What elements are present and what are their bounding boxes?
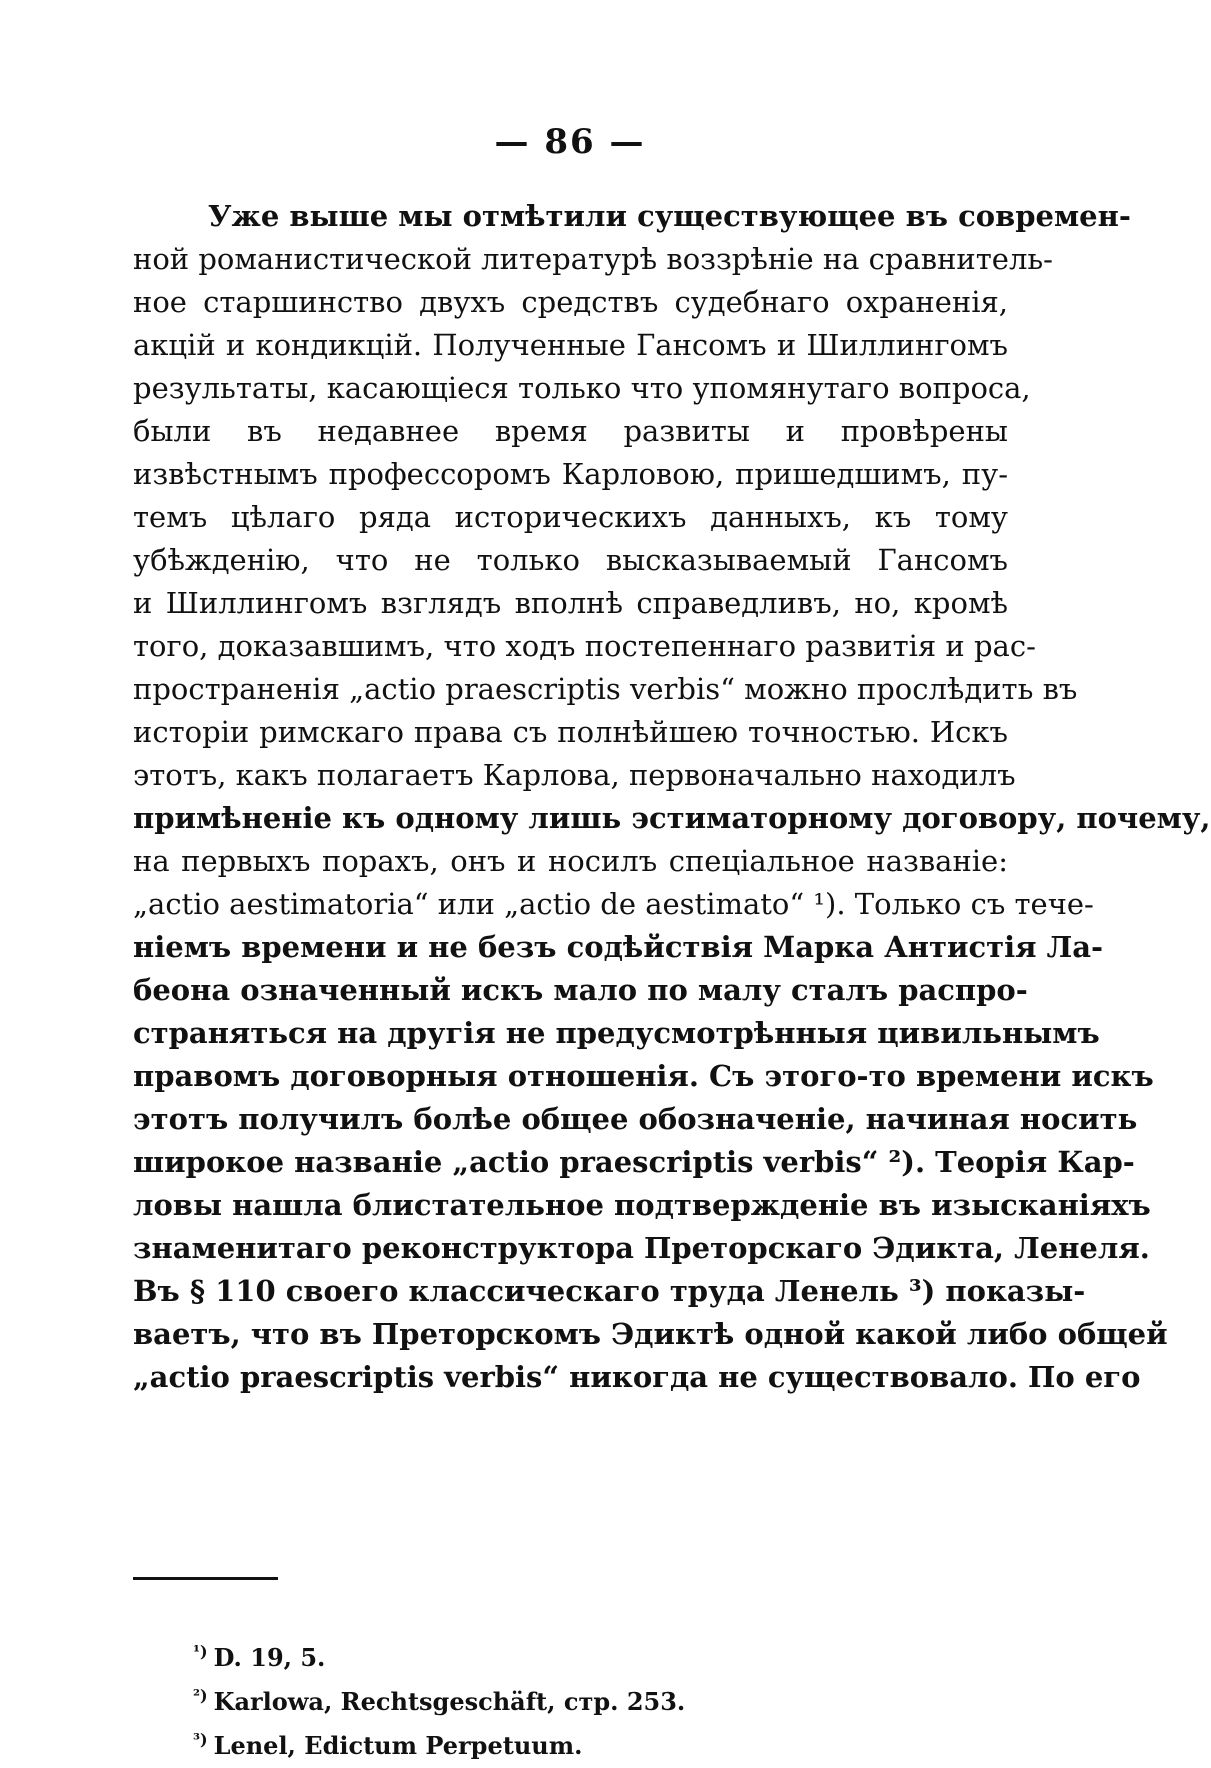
text-line: ніемъ времени и не безъ содѣйствія Марка Антистія Ла- [133,930,1104,964]
text-line: широкое названіе „actio praescriptis verbis“ ²). Теорія Кар- [133,1145,1135,1179]
text-line: и Шиллингомъ взглядъ вполнѣ справедливъ, но, кромѣ [133,586,1008,620]
text-line: ной романистической литературѣ воззрѣніе на сравнитель- [133,242,1053,276]
text-line: страняться на другія не предусмотрѣнныя цивильнымъ [133,1016,1100,1050]
text-line: результаты, касающіеся только что упомянутаго вопроса, [133,371,1031,405]
text-line: Уже выше мы отмѣтили существующее въ современ- [208,199,1131,233]
text-line: знаменитаго реконструктора Преторскаго Эдикта, Ленеля. [133,1231,1150,1265]
text-line: этотъ, какъ полагаетъ Карлова, первоначально находилъ [133,758,1016,792]
text-line: ловы нашла блистательное подтвержденіе въ изысканіяхъ [133,1188,1151,1222]
text-line: убѣжденію, что не только высказываемый Гансомъ [133,543,1008,577]
text-line: акцій и кондикцій. Полученные Гансомъ и Шиллингомъ [133,328,1008,362]
footnote-mark: ²) [193,1686,208,1705]
body-text [133,195,1211,1399]
text-line: темъ цѣлаго ряда историческихъ данныхъ, къ тому [133,500,1008,534]
footnote-3 [193,1718,993,1762]
footnote-mark: ³) [193,1730,208,1749]
text-line: „actio aestimatoria“ или „actio de aestimato“ ¹). Только съ тече- [133,887,1094,921]
page-number: — 86 — [494,122,646,162]
footnote-2 [193,1674,993,1718]
text-line: ное старшинство двухъ средствъ судебнаго охраненія, [133,285,1008,319]
text-line: извѣстнымъ профессоромъ Карловою, пришедшимъ, пу- [133,457,1008,491]
text-line: примѣненіе къ одному лишь эстиматорному договору, почему, [133,801,1211,835]
footnote-1 [193,1630,993,1674]
text-line: были въ недавнее время развиты и провѣрены [133,414,1008,448]
footnote-mark: ¹) [193,1642,208,1661]
text-line: „actio praescriptis verbis“ никогда не существовало. По его [133,1360,1141,1394]
footnotes [193,1630,993,1762]
footnote-text: Lenel, Edictum Perpetuum. [213,1731,583,1760]
footnote-separator [133,1577,278,1580]
text-line: Въ § 110 своего классическаго труда Ленель ³) показы- [133,1274,1086,1308]
text-line: этотъ получилъ болѣе общее обозначеніе, начиная носить [133,1102,1138,1136]
footnote-text: D. 19, 5. [213,1643,326,1672]
text-line: ваетъ, что въ Преторскомъ Эдиктѣ одной какой либо общей [133,1317,1168,1351]
text-line: исторіи римскаго права съ полнѣйшею точностью. Искъ [133,715,1008,749]
text-line: того, доказавшимъ, что ходъ постепеннаго развитія и рас- [133,629,1036,663]
text-line: на первыхъ порахъ, онъ и носилъ спеціальное названіе: [133,844,1008,878]
text-line: беона означенный искъ мало по малу сталъ распро- [133,973,1028,1007]
text-line: пространенія „actio praescriptis verbis“ можно прослѣдить въ [133,672,1078,706]
text-line: правомъ договорныя отношенія. Съ этого-то времени искъ [133,1059,1154,1093]
footnote-text: Karlowa, Rechtsgeschäft, стр. 253. [213,1687,686,1716]
